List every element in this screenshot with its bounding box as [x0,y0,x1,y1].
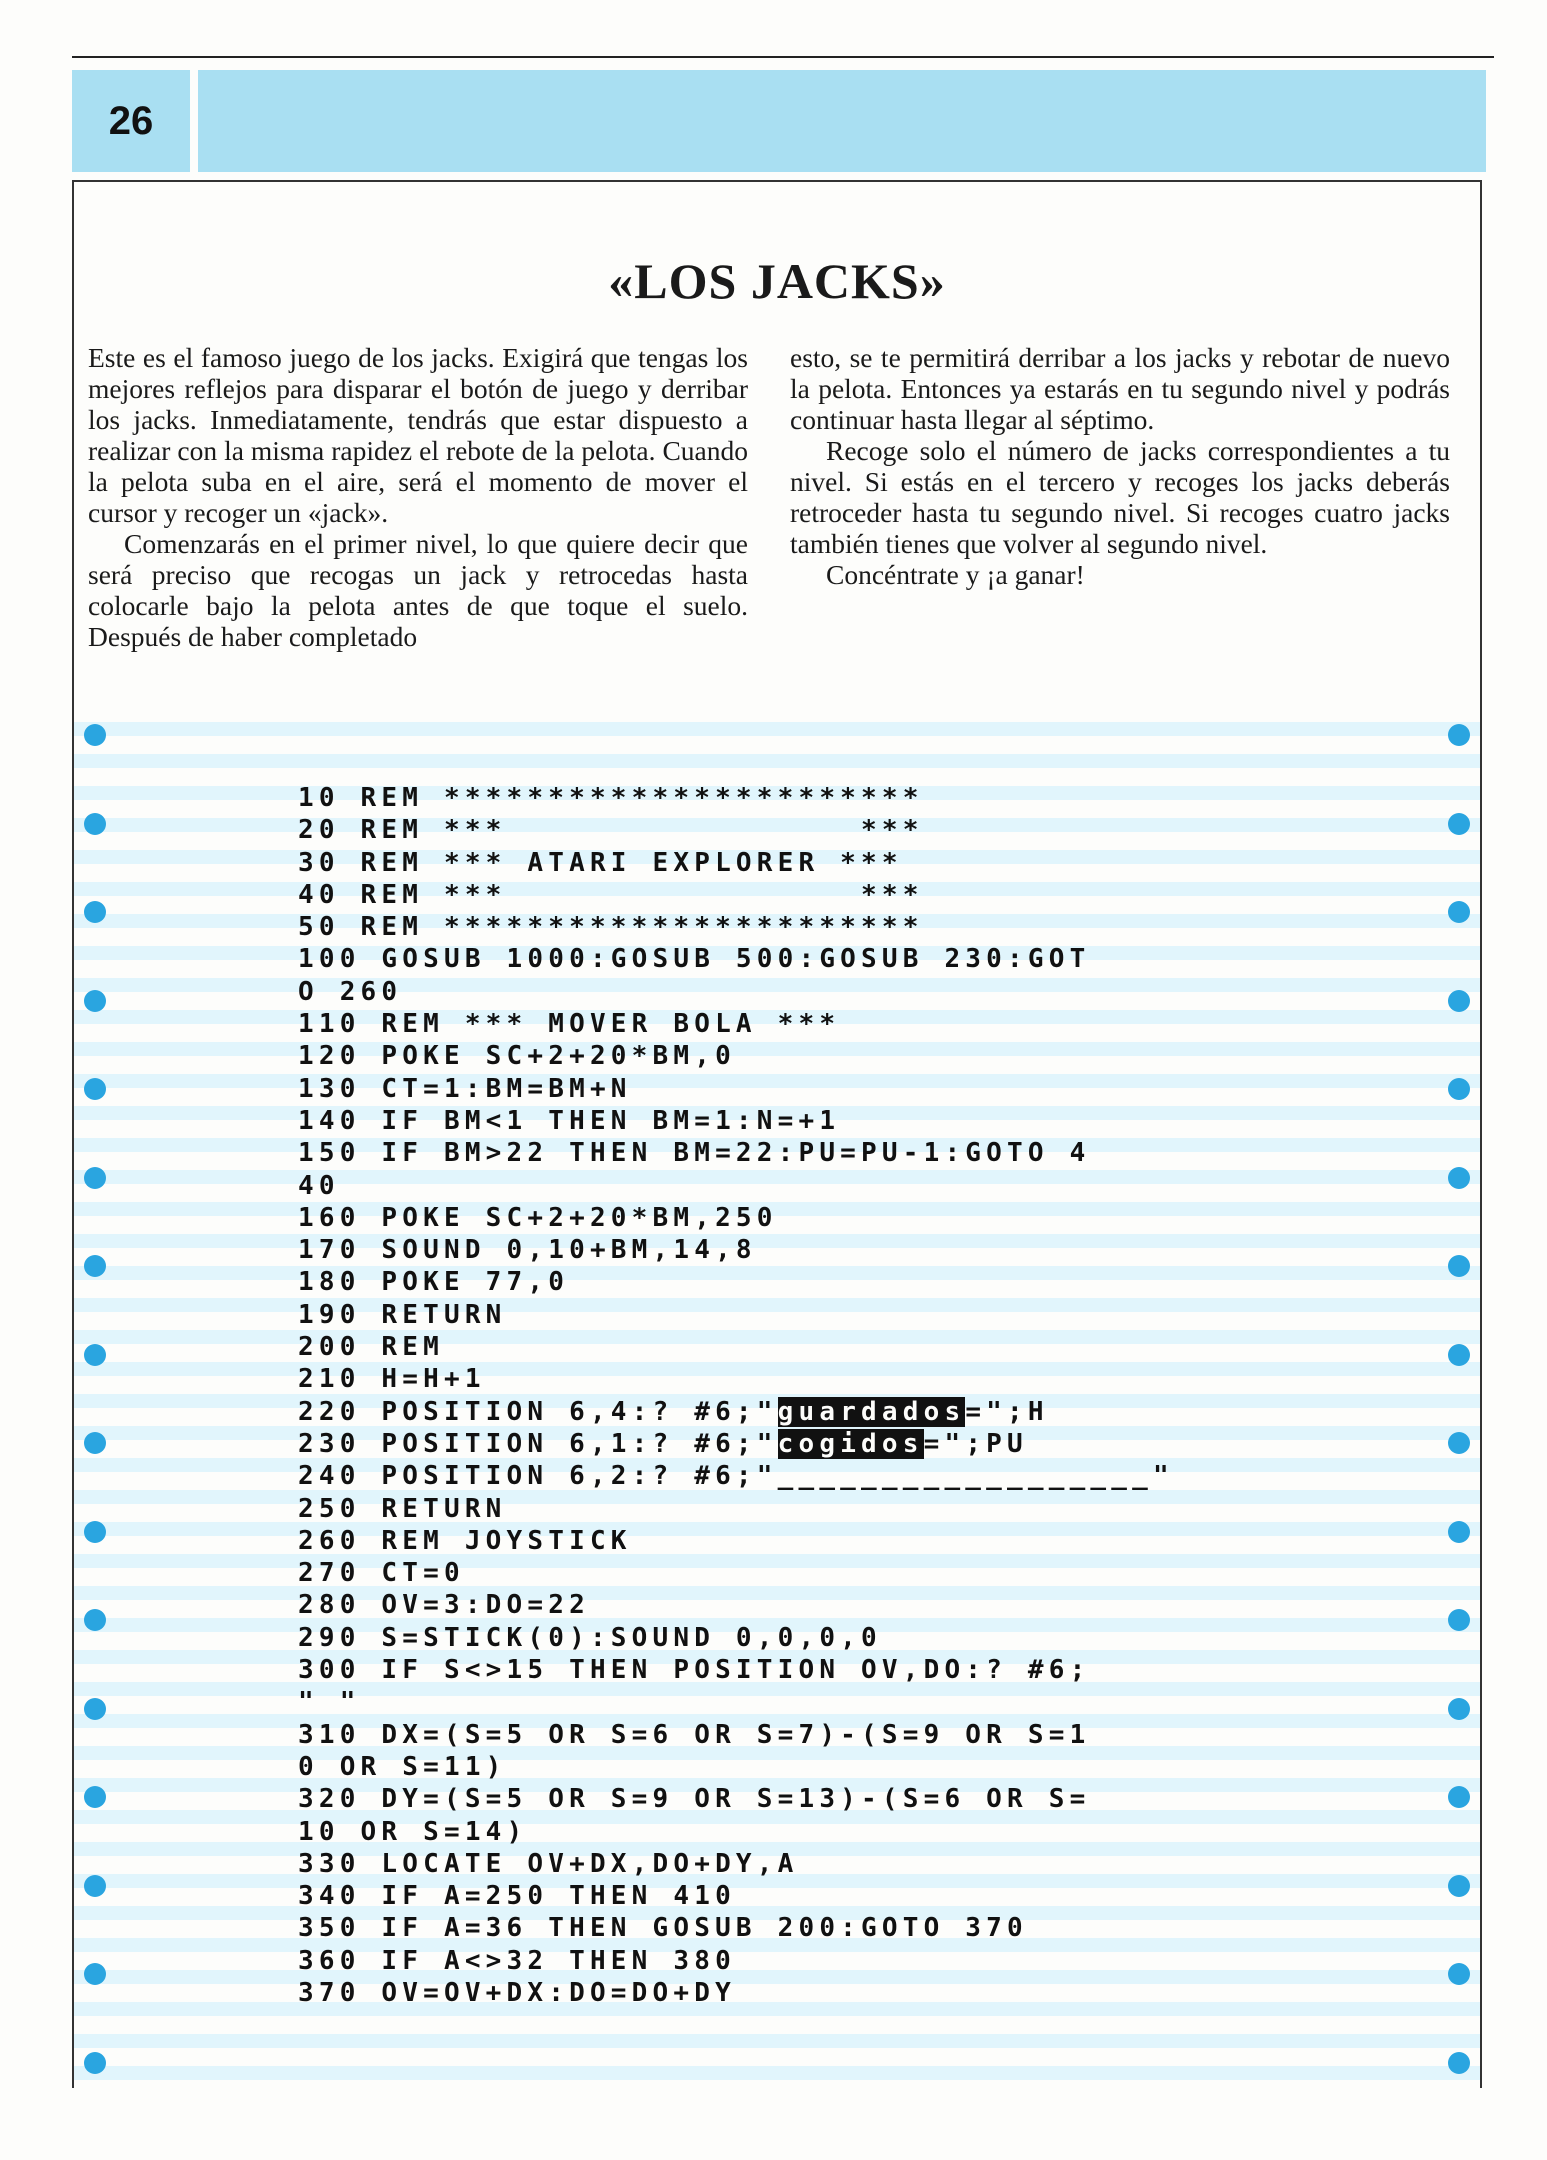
binder-hole [1448,901,1470,923]
code-line: 350 IF A=36 THEN GOSUB 200:GOTO 370 [298,1913,1028,1944]
article-frame [72,180,1482,2088]
code-line: 100 GOSUB 1000:GOSUB 500:GOSUB 230:GOT [298,944,1091,975]
code-line: 20 REM *** *** [298,815,924,846]
code-line: 360 IF A<>32 THEN 380 [298,1945,736,1976]
paragraph: Este es el famoso juego de los jacks. Exigirá que tengas los mejores reflejos para disparar el botón de juego y derribar los jacks. Inmediatamente, tendrás que estar dispuesto a realizar con la misma rapidez el rebote de la pelota. Cuando la pelota suba en el aire, será el momento de mover el cursor y recoger un «jack». [88,342,748,528]
article-title: «LOS JACKS» [608,253,946,309]
binder-hole [84,990,106,1012]
page-number-box [72,70,190,172]
page-number: 26 [108,98,154,143]
code-line: 370 OV=OV+DX:DO=DO+DY [298,1977,736,2008]
code-line: 40 REM *** *** [298,879,924,910]
code-line: 160 POKE SC+2+20*BM,250 [298,1202,778,1233]
code-line: 140 IF BM<1 THEN BM=1:N=+1 [298,1105,841,1136]
binder-hole [1448,1432,1470,1454]
code-line: O 260 [298,976,403,1007]
code-line: 190 RETURN [298,1299,507,1330]
binder-hole [1448,724,1470,746]
binder-hole [84,2052,106,2074]
program-listing [74,722,1480,2088]
binder-hole [1448,1344,1470,1366]
code-line: 150 IF BM>22 THEN BM=22:PU=PU-1:GOTO 4 [298,1138,1091,1169]
code-line: 340 IF A=250 THEN 410 [298,1881,736,1912]
binder-hole [1448,2052,1470,2074]
code-line: 280 OV=3:DO=22 [298,1590,590,1621]
code-line: 260 REM JOYSTICK [298,1525,632,1556]
binder-hole [1448,990,1470,1012]
binder-hole [1448,1167,1470,1189]
code-line: 230 POSITION 6,1:? #6;"cogidos=";PU [298,1428,1028,1459]
code-line: 330 LOCATE OV+DX,DO+DY,A [298,1848,799,1879]
binder-hole [1448,1521,1470,1543]
code-line: 170 SOUND 0,10+BM,14,8 [298,1235,757,1266]
code-line: 240 POSITION 6,2:? #6;"__________________" [298,1461,1174,1492]
binder-hole [84,1167,106,1189]
binder-hole [1448,813,1470,835]
binder-hole [84,1698,106,1720]
binder-hole [1448,1609,1470,1631]
binder-hole [84,1521,106,1543]
binder-hole [84,1786,106,1808]
binder-hole [84,1255,106,1277]
code-line: 300 IF S<>15 THEN POSITION OV,DO:? #6; [298,1655,1091,1686]
code-line: " " [298,1687,361,1718]
code-line: 180 POKE 77,0 [298,1267,570,1298]
code-line: 40 [298,1170,340,1201]
paragraph: Comenzarás en el primer nivel, lo que quiere decir que será preciso que recogas un jack y retrocedas hasta colocarle bajo la pelota antes de que toque el suelo. Después de haber completado [88,528,748,652]
binder-hole [1448,1875,1470,1897]
code-line: 270 CT=0 [298,1558,465,1589]
code-line: 130 CT=1:BM=BM+N [298,1073,632,1104]
binder-hole [84,1609,106,1631]
binder-hole [84,1432,106,1454]
code-line: 210 H=H+1 [298,1364,486,1395]
paragraph: Concéntrate y ¡a ganar! [826,559,1085,590]
code-line: 0 OR S=11) [298,1751,507,1782]
header-band [198,70,1486,172]
code-line: 110 REM *** MOVER BOLA *** [298,1009,841,1040]
binder-hole [84,1963,106,1985]
binder-hole [84,813,106,835]
text-column-left [88,342,748,652]
code-line: 200 REM [298,1332,444,1363]
binder-hole [1448,1078,1470,1100]
binder-hole [1448,1255,1470,1277]
code-line: 290 S=STICK(0):SOUND 0,0,0,0 [298,1622,882,1653]
binder-hole [84,1344,106,1366]
binder-hole [1448,1786,1470,1808]
code-line: 10 OR S=14) [298,1816,528,1847]
code-line: 50 REM *********************** [298,912,924,943]
code-line: 220 POSITION 6,4:? #6;"guardados=";H [298,1396,1049,1427]
binder-hole [1448,1698,1470,1720]
paragraph: esto, se te permitirá derribar a los jacks y rebotar de nuevo la pelota. Entonces ya estarás en tu segundo nivel y podrás continuar hasta llegar al séptimo. [790,342,1450,435]
text-column-right [790,342,1450,590]
code-line: 30 REM *** ATARI EXPLORER *** [298,847,903,878]
code-line: 310 DX=(S=5 OR S=6 OR S=7)-(S=9 OR S=1 [298,1719,1091,1750]
binder-hole [84,1078,106,1100]
code-line: 250 RETURN [298,1493,507,1524]
binder-hole [84,724,106,746]
code-line: 320 DY=(S=5 OR S=9 OR S=13)-(S=6 OR S= [298,1784,1091,1815]
binder-hole [84,1875,106,1897]
inverse-video-text: guardados [777,1396,966,1427]
code-line: 120 POKE SC+2+20*BM,0 [298,1041,736,1072]
top-rule [72,56,1494,58]
code-line: 10 REM *********************** [298,783,924,813]
paragraph: Recoge solo el número de jacks correspondientes a tu nivel. Si estás en el tercero y recoges los jacks deberás retroceder hasta tu segundo nivel. Si recoges cuatro jacks también tienes que volver al segundo nivel. [790,435,1450,559]
binder-hole [1448,1963,1470,1985]
basic-code-listing [298,782,1174,2009]
binder-hole [84,901,106,923]
inverse-video-text: cogidos [777,1428,924,1459]
